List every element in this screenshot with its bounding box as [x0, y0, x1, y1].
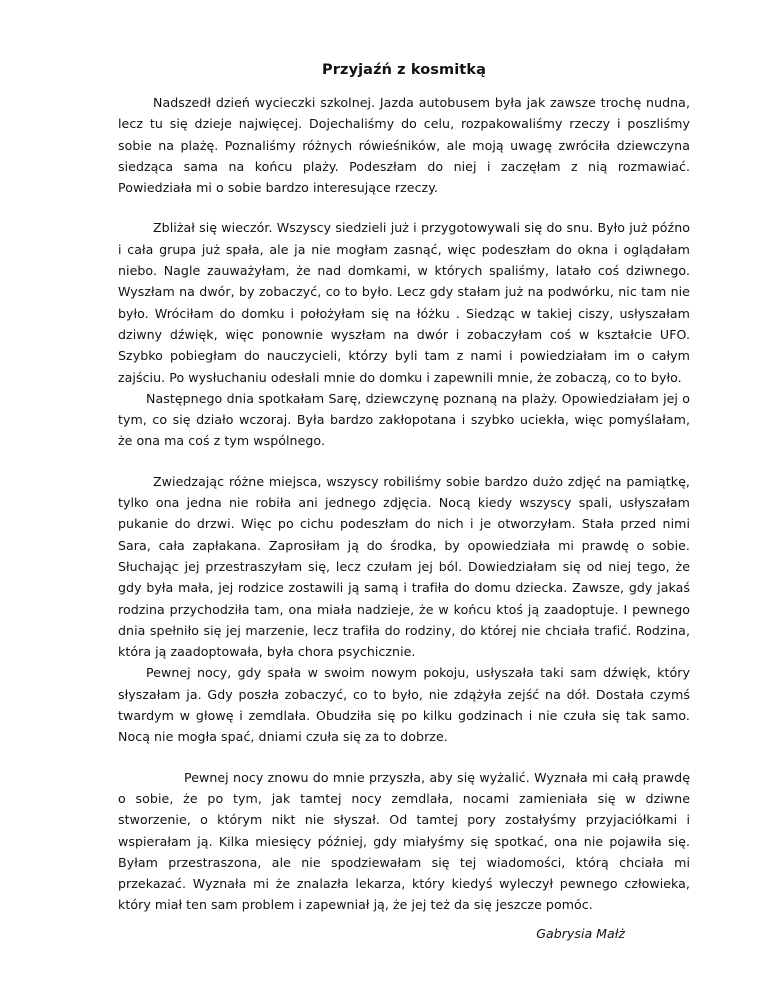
paragraph-gap [118, 452, 690, 471]
page-title: Przyjaźń z kosmitką [322, 62, 486, 78]
paragraph: Zwiedzając różne miejsca, wszyscy robiliśmy sobie bardzo dużo zdjęć na pamiątkę, tylko ona jedna nie robiła ani jednego zdjęcia. Nocą kiedy wszyscy spali, usłyszałam pukanie do drzwi. Więc po cichu podeszłam do nich i je otworzyłam. Stała przed nimi Sara, cała zapłakana. Zaprosiłam ją do środka, by opowiedziała mi prawdę o sobie. Słuchając jej przestraszyłam się, lecz czułam jej ból. Dowiedziałam się od niej tego, że gdy była mała, jej rodzice zostawili ją samą i trafiła do domu dziecka. Zawsze, gdy jakaś rodzina przychodziła tam, ona miała nadzieje, że w końcu ktoś ją zaadoptuje. I pewnego dnia spełniło się jej marzenie, lecz trafiła do rodziny, do której nie chciała trafić. Rodzina, która ją zaadoptowała, była chora psychicznie. [118, 473, 690, 660]
document-page [118, 62, 690, 941]
paragraph-gap [118, 748, 690, 767]
paragraph: Następnego dnia spotkałam Sarę, dziewczynę poznaną na plaży. Opowiedziałam jej o tym, co się działo wczoraj. Była bardzo zakłopotana i szybko uciekła, więc pomyślałam, że ona ma coś z tym wspólnego. [118, 390, 690, 449]
paragraph: Pewnej nocy znowu do mnie przyszła, aby się wyżalić. Wyznała mi całą prawdę o sobie, że po tym, jak tamtej nocy zemdlała, nocami zamieniała się w dziwne stworzenie, o którym nikt nie słyszał. Od tamtej pory zostałyśmy przyjaciółkami i wspierałam ją. Kilka miesięcy później, gdy miałyśmy się spotkać, ona nie pojawiła się. Byłam przestraszona, ale nie spodziewałam się tej wiadomości, którą chciała mi przekazać. Wyznała mi że znalazła lekarza, który kiedyś wyleczył pewnego człowieka, który miał ten sam problem i zapewniał ją, że jej też da się jeszcze pomóc. [118, 769, 690, 913]
paragraph: Zbliżał się wieczór. Wszyscy siedzieli już i przygotowywali się do snu. Było już późno i cała grupa już spała, ale ja nie mogłam zasnąć, więc podeszłam do okna i oglądałam niebo. Nagle zauważyłam, że nad domkami, w których spaliśmy, latało coś dziwnego. Wyszłam na dwór, by zobaczyć, co to było. Lecz gdy stałam już na podwórku, nic tam nie było. Wróciłam do domku i położyłam się na łóżku . Siedząc w takiej ciszy, usłyszałam dziwny dźwięk, więc ponownie wyszłam na dwór i zobaczyłam coś w kształcie UFO. Szybko pobiegłam do nauczycieli, którzy byli tam z nami i powiedziałam im o całym zajściu. Po wysłuchaniu odesłali mnie do domku i zapewnili mnie, że zobaczą, co to było. [118, 220, 690, 385]
paragraph: Pewnej nocy, gdy spała w swoim nowym pokoju, usłyszała taki sam dźwięk, który słyszałam ja. Gdy poszła zobaczyć, co to było, nie zdążyła zejść na dół. Dostała czymś twardym w głowę i zemdlała. Obudziła się po kilku godzinach i nie czuła się tak samo. Nocą nie mogła spać, dniami czuła się za to dobrze. [118, 665, 690, 745]
paragraph: Nadszedł dzień wycieczki szkolnej. Jazda autobusem była jak zawsze trochę nudna, lecz tu się dzieje najwięcej. Dojechaliśmy do celu, rozpakowaliśmy rzeczy i poszliśmy sobie na plażę. Poznaliśmy różnych rówieśników, ale moją uwagę zwróciła dziewczyna siedząca sama na końcu plaży. Podeszłam do niej i zaczęłam z nią rozmawiać. Powiedziała mi o sobie bardzo interesujące rzeczy. [118, 95, 690, 196]
paragraph-gap [118, 198, 690, 217]
author-signature: Gabrysia Małż [536, 925, 625, 941]
